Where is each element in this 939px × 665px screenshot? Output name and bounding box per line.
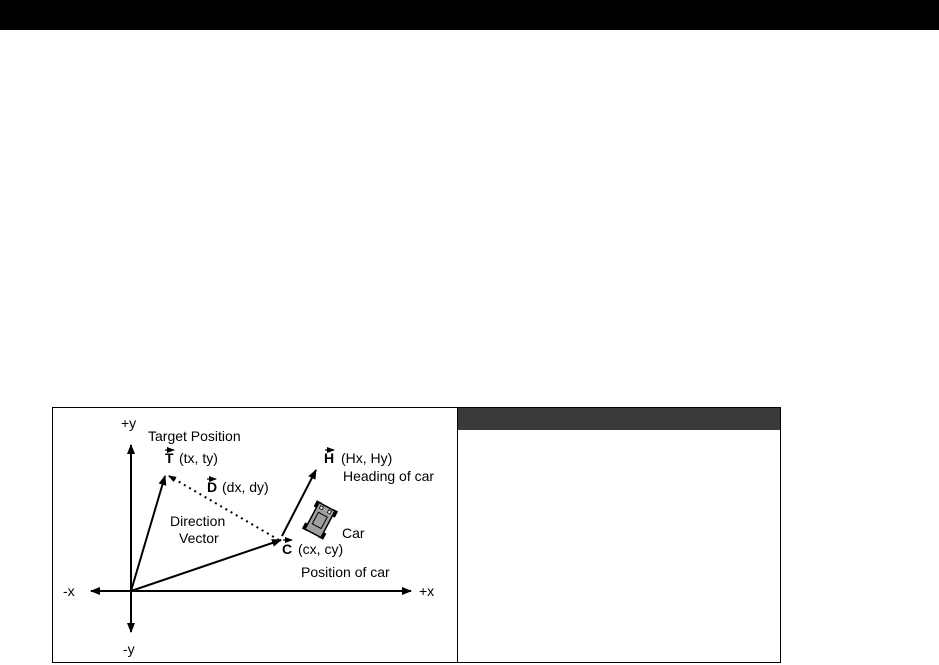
heading-caption: Heading of car [343, 468, 435, 484]
target-coords: (tx, ty) [179, 450, 218, 466]
axis-label-pos-x: +x [419, 583, 435, 599]
axis-label-neg-x: -x [63, 583, 75, 599]
position-caption: Position of car [301, 564, 390, 580]
direction-caption-line1: Direction [170, 513, 226, 529]
car-icon [302, 500, 338, 540]
target-caption: Target Position [148, 428, 241, 444]
direction-symbol: D [207, 479, 218, 495]
figure-frame [52, 407, 781, 663]
heading-coords: (Hx, Hy) [341, 450, 393, 466]
side-panel [457, 408, 780, 662]
direction-caption-line2: Vector [179, 530, 219, 546]
heading-symbol: H [324, 450, 335, 466]
vector-diagram-canvas [53, 408, 457, 662]
direction-coords: (dx, dy) [222, 479, 269, 495]
position-vector-arrow [131, 540, 281, 591]
position-symbol: C [282, 541, 293, 557]
car-label: Car [342, 525, 365, 541]
position-coords: (cx, cy) [298, 541, 344, 557]
top-bar [0, 0, 939, 30]
vector-diagram [53, 408, 457, 662]
axis-label-pos-y: +y [121, 415, 137, 431]
side-panel-header [458, 408, 780, 430]
target-vector-arrow [131, 476, 165, 591]
target-symbol: T [165, 450, 174, 466]
axis-label-neg-y: -y [123, 641, 135, 657]
side-panel-body [458, 430, 780, 662]
